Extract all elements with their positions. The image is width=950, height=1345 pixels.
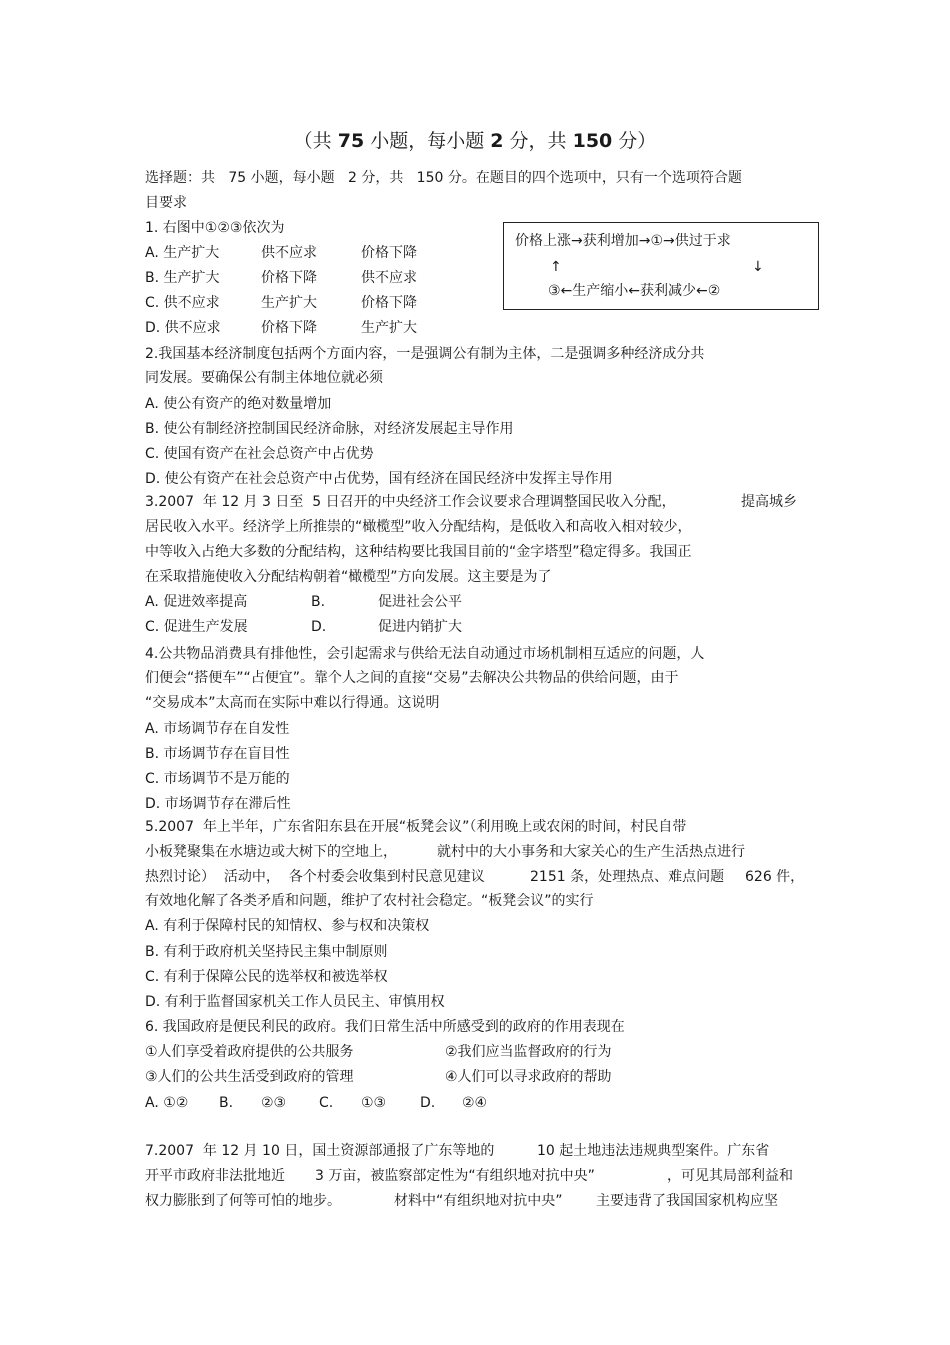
q4-option-d: D. 市场调节存在滞后性 — [145, 796, 291, 812]
q1-option-a-2: 供不应求 — [261, 245, 317, 261]
question-5-stem: 有效地化解了各类矛盾和问题，维护了农村社会稳定。“板凳会议”的实行 — [145, 893, 594, 909]
question-5-stem: 5.2007 年上半年，广东省阳东县在开展“板凳会议”（利用晚上或农闲的时间，村民自带 — [145, 819, 687, 835]
q1-option-d: D. 供不应求 — [145, 320, 221, 336]
question-5-stem: 小板凳聚集在水塘边或大树下的空地上， — [145, 844, 397, 860]
q6-option-c-letter: C. — [319, 1095, 334, 1111]
q2-option-b: B. 使公有制经济控制国民经济命脉，对经济发展起主导作用 — [145, 421, 514, 437]
question-7-stem: 3 万亩，被监察部定性为“有组织地对抗中央” — [315, 1168, 595, 1184]
question-7-stem: 主要违背了我国国家机构应坚 — [596, 1193, 778, 1209]
q1-option-a-3: 价格下降 — [361, 245, 417, 261]
q6-option-a: A. ①② — [145, 1095, 189, 1111]
question-4-stem: 4.公共物品消费具有排他性，会引起需求与供给无法自动通过市场机制相互适应的问题，人 — [145, 646, 705, 662]
q6-option-b-letter: B. — [219, 1095, 234, 1111]
q1-option-a: A. 生产扩大 — [145, 245, 220, 261]
q2-option-c: C. 使国有资产在社会总资产中占优势 — [145, 446, 374, 462]
question-3-stem: 3.2007 年 12 月 3 日至 5 日召开的中央经济工作会议要求合理调整国民收入分配， — [145, 494, 676, 510]
question-3-stem: 居民收入水平。经济学上所推崇的“橄榄型”收入分配结构，是低收入和高收入相对较少， — [145, 519, 692, 535]
question-2-stem: 2.我国基本经济制度包括两个方面内容，一是强调公有制为主体，二是强调多种经济成分共 — [145, 346, 705, 362]
question-4-stem: “交易成本”太高而在实际中难以行得通。这说明 — [145, 695, 440, 711]
q4-option-c: C. 市场调节不是万能的 — [145, 771, 290, 787]
question-7-stem: 10 起土地违法违规典型案件。广东省 — [537, 1143, 770, 1159]
question-7-stem: 权力膨胀到了何等可怕的地步。 — [145, 1193, 341, 1209]
q6-item-4: ④人们可以寻求政府的帮助 — [445, 1069, 612, 1085]
q3-option-b: 促进社会公平 — [378, 594, 462, 610]
q6-item-1: ①人们享受着政府提供的公共服务 — [145, 1044, 354, 1060]
q6-item-2: ②我们应当监督政府的行为 — [445, 1044, 612, 1060]
question-count: 75 — [337, 130, 365, 152]
question-5-stem: 就村中的大小事务和大家关心的生产生活热点进行 — [437, 844, 745, 860]
question-3-stem: 提高城乡 — [741, 494, 797, 510]
q1-option-c: C. 供不应求 — [145, 295, 220, 311]
q2-option-a: A. 使公有资产的绝对数量增加 — [145, 396, 332, 412]
question-7-stem: 7.2007 年 12 月 10 日，国土资源部通报了广东等地的 — [145, 1143, 495, 1159]
q4-option-b: B. 市场调节存在盲目性 — [145, 746, 290, 762]
q6-option-d: ②④ — [462, 1095, 488, 1111]
q1-option-b-2: 价格下降 — [261, 270, 317, 286]
q1-option-b-3: 供不应求 — [361, 270, 417, 286]
total-score: 150 — [572, 130, 613, 152]
q6-option-d-letter: D. — [420, 1095, 436, 1111]
q2-option-d: D. 使公有资产在社会总资产中占优势，国有经济在国民经济中发挥主导作用 — [145, 471, 613, 487]
up-arrow-icon: ↑ — [550, 259, 562, 275]
question-7-stem: 开平市政府非法批地近 — [145, 1168, 285, 1184]
q4-option-a: A. 市场调节存在自发性 — [145, 721, 290, 737]
question-5-stem: 2151 条，处理热点、难点问题 — [530, 869, 725, 885]
q6-option-c: ①③ — [361, 1095, 387, 1111]
page-title: （共 75 小题，每小题 2 分，共 150 分） — [293, 130, 657, 152]
question-3-stem: 在采取措施使收入分配结构朝着“橄榄型”方向发展。这主要是为了 — [145, 569, 552, 585]
q3-option-a: A. 促进效率提高 — [145, 594, 248, 610]
question-6-stem: 6. 我国政府是便民利民的政府。我们日常生活中所感受到的政府的作用表现在 — [145, 1019, 625, 1035]
down-arrow-icon: ↓ — [752, 259, 764, 275]
q1-option-d-2: 价格下降 — [261, 320, 317, 336]
market-cycle-diagram — [503, 222, 819, 310]
question-3-stem: 中等收入占绝大多数的分配结构，这种结构要比我国目前的“金字塔型”稳定得多。我国正 — [145, 544, 692, 560]
question-1-stem: 1. 右图中①②③依次为 — [145, 220, 285, 236]
q3-option-b-letter: B. — [311, 594, 326, 610]
diagram-bottom-row: ③←生产缩小←获利减少←② — [548, 283, 721, 299]
question-2-stem: 同发展。要确保公有制主体地位就必须 — [145, 370, 383, 386]
q1-option-c-3: 价格下降 — [361, 295, 417, 311]
q5-option-c: C. 有利于保障公民的选举权和被选举权 — [145, 969, 388, 985]
q6-item-3: ③人们的公共生活受到政府的管理 — [145, 1069, 354, 1085]
q1-option-b: B. 生产扩大 — [145, 270, 220, 286]
q5-option-b: B. 有利于政府机关坚持民主集中制原则 — [145, 944, 388, 960]
intro-line: 目要求 — [145, 195, 187, 211]
question-7-stem: 材料中“有组织地对抗中央” — [394, 1193, 563, 1209]
q3-option-c: C. 促进生产发展 — [145, 619, 248, 635]
q1-option-c-2: 生产扩大 — [261, 295, 317, 311]
diagram-top-row: 价格上涨→获利增加→①→供过于求 — [515, 233, 731, 249]
question-7-stem: ，可见其局部利益和 — [667, 1168, 793, 1184]
question-5-stem: 热烈讨论） 活动中， 各个村委会收集到村民意见建议 — [145, 869, 485, 885]
question-5-stem: 626 件， — [745, 869, 805, 885]
q3-option-d: 促进内销扩大 — [378, 619, 462, 635]
q5-option-a: A. 有利于保障村民的知情权、参与权和决策权 — [145, 918, 430, 934]
q5-option-d: D. 有利于监督国家机关工作人员民主、审慎用权 — [145, 994, 445, 1010]
q1-option-d-3: 生产扩大 — [361, 320, 417, 336]
score-per-question: 2 — [490, 130, 504, 152]
q3-option-d-letter: D. — [311, 619, 327, 635]
q6-option-b: ②③ — [261, 1095, 287, 1111]
question-4-stem: 们便会“搭便车”“占便宜”。靠个人之间的直接“交易”去解决公共物品的供给问题，由于 — [145, 670, 679, 686]
intro-line: 选择题：共 75 小题，每小题 2 分，共 150 分。在题目的四个选项中，只有一个选项符合题 — [145, 170, 742, 186]
